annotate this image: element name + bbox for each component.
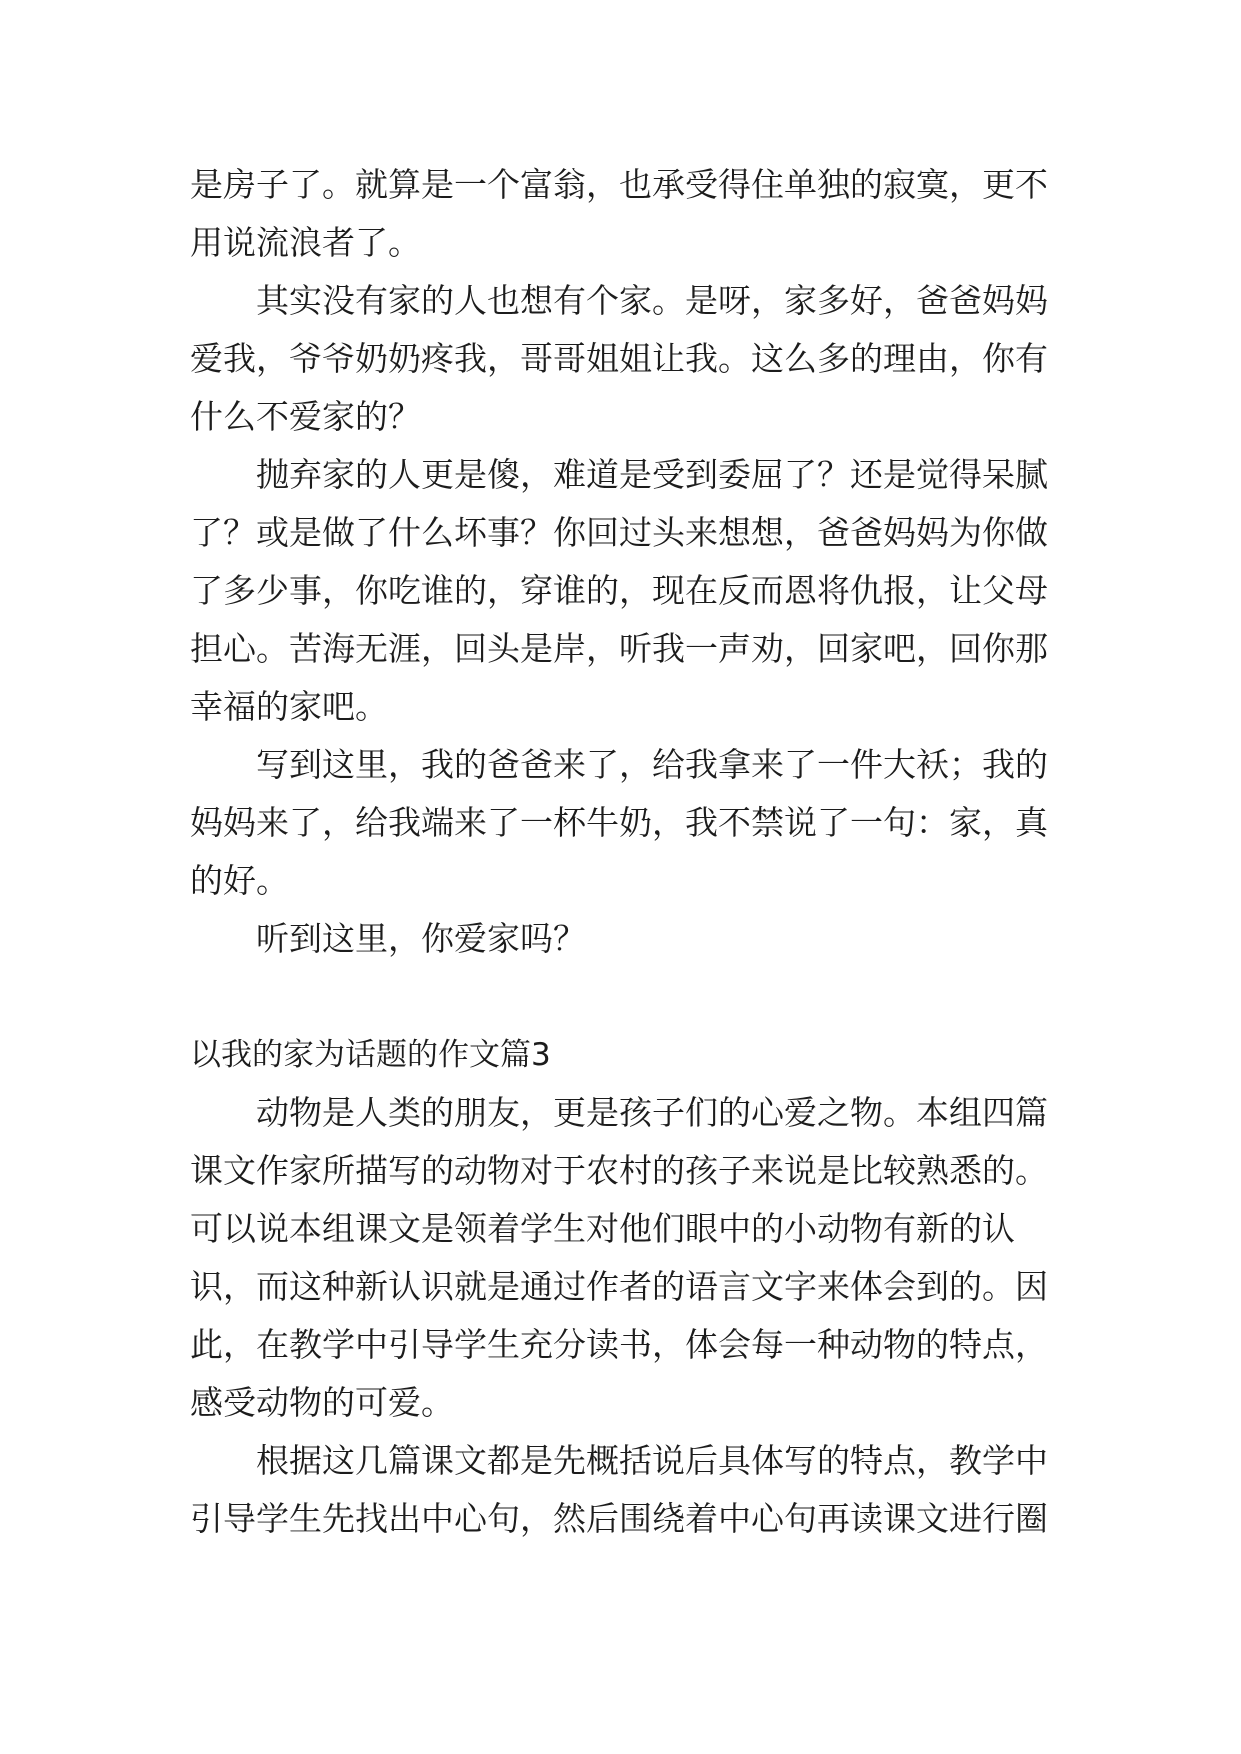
paragraph-line: 感受动物的可爱。 (190, 1383, 454, 1422)
paragraph-line: 此，在教学中引导学生充分读书，体会每一种动物的特点， (190, 1325, 1048, 1364)
paragraph-line: 什么不爱家的？ (190, 397, 421, 436)
paragraph-line: 了多少事，你吃谁的，穿谁的，现在反而恩将仇报，让父母 (190, 571, 1048, 610)
paragraph-line: 引导学生先找出中心句，然后围绕着中心句再读课文进行圈 (190, 1499, 1048, 1538)
paragraph-line: 的好。 (190, 861, 289, 900)
paragraph-line: 其实没有家的人也想有个家。是呀，家多好，爸爸妈妈 (256, 281, 1048, 320)
paragraph-line: 动物是人类的朋友，更是孩子们的心爱之物。本组四篇 (256, 1093, 1048, 1132)
paragraph-line: 用说流浪者了。 (190, 223, 421, 262)
paragraph-line: 识，而这种新认识就是通过作者的语言文字来体会到的。因 (190, 1267, 1048, 1306)
paragraph-line: 担心。苦海无涯，回头是岸，听我一声劝，回家吧，回你那 (190, 629, 1048, 668)
paragraph-line: 幸福的家吧。 (190, 687, 388, 726)
paragraph-line: 是房子了。就算是一个富翁，也承受得住单独的寂寞，更不 (190, 165, 1048, 204)
paragraph-line: 妈妈来了，给我端来了一杯牛奶，我不禁说了一句：家，真 (190, 803, 1048, 842)
paragraph-line: 可以说本组课文是领着学生对他们眼中的小动物有新的认 (190, 1209, 1015, 1248)
paragraph-line: 写到这里，我的爸爸来了，给我拿来了一件大袄；我的 (256, 745, 1048, 784)
section-heading: 以我的家为话题的作文篇3 (190, 1037, 551, 1073)
paragraph-line: 课文作家所描写的动物对于农村的孩子来说是比较熟悉的。 (190, 1151, 1048, 1190)
paragraph-line: 抛弃家的人更是傻，难道是受到委屈了？还是觉得呆腻 (256, 455, 1048, 494)
paragraph-line: 根据这几篇课文都是先概括说后具体写的特点，教学中 (256, 1441, 1048, 1480)
paragraph-line: 了？或是做了什么坏事？你回过头来想想，爸爸妈妈为你做 (190, 513, 1048, 552)
paragraph-line: 听到这里，你爱家吗？ (256, 919, 586, 958)
paragraph-line: 爱我，爷爷奶奶疼我，哥哥姐姐让我。这么多的理由，你有 (190, 339, 1048, 378)
